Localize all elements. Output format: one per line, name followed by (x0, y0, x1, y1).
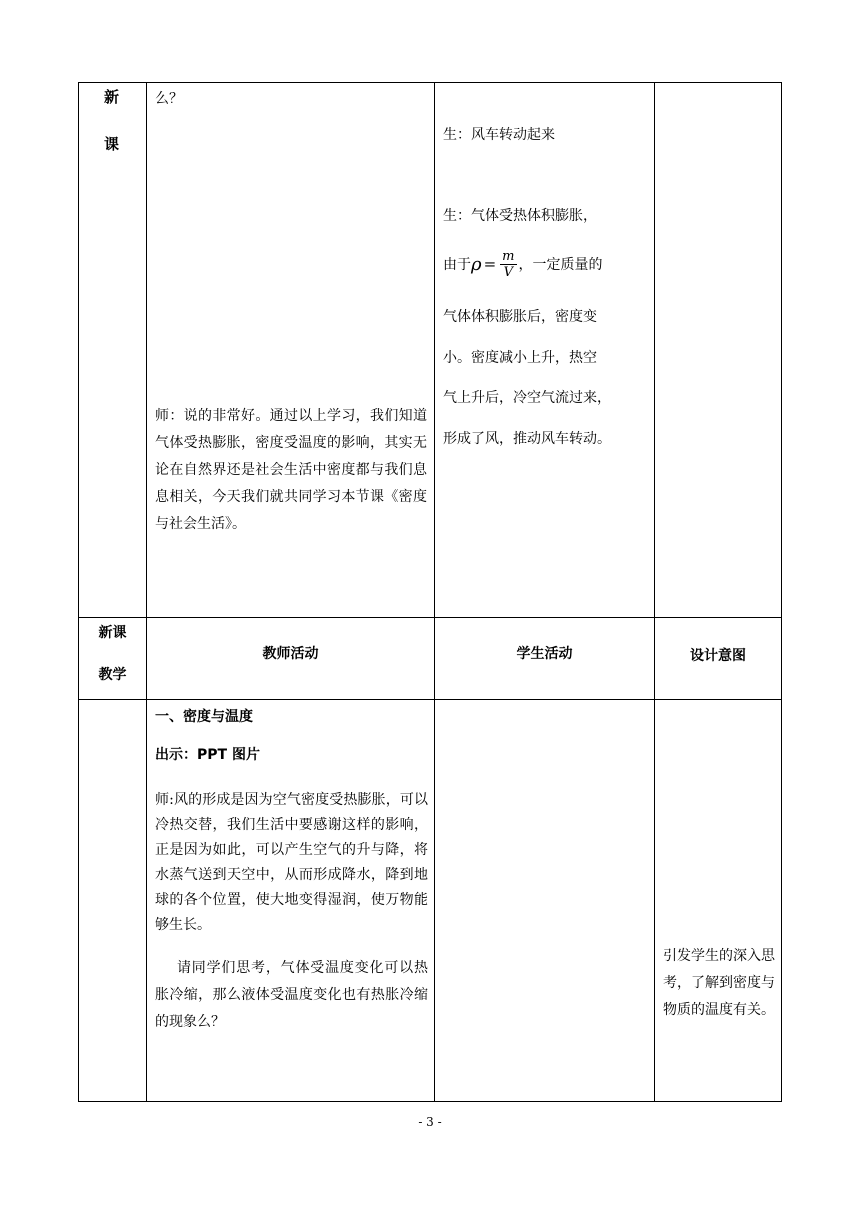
table-border-left (78, 82, 79, 1102)
show-ppt-label: 出示：PPT 图片 (155, 747, 260, 763)
student-formula-line (443, 244, 649, 284)
table-border-bottom (78, 1101, 782, 1102)
header-teacher-activity: 教师活动 (262, 646, 319, 662)
formula-rho: ρ (471, 253, 482, 275)
student-response-5: 小。密度减小上升，热空 (443, 350, 597, 366)
formula-fraction (500, 249, 516, 280)
design-intent-text: 引发学生的深入思考，了解到密度与物质的温度有关。 (663, 948, 775, 1018)
table-border-top (78, 82, 782, 83)
table-col-divider-1 (146, 82, 147, 1102)
section-label-char-1: 新 (104, 88, 120, 106)
section-heading: 一、密度与温度 (155, 709, 253, 725)
student-response-4: 气体体积膨胀后，密度变 (443, 309, 597, 325)
header-student-activity: 学生活动 (516, 646, 573, 662)
teacher-summary-text: 师：说的非常好。通过以上学习，我们知道气体受热膨胀，密度受温度的影响，其实无论在自然界还是社会生活中密度都与我们息息相关，今天我们就共同学习本节课《密度与社会生活》。 (155, 408, 427, 532)
section-label-char-2: 课 (104, 135, 120, 153)
teacher-continuation-text: 么？ (155, 91, 183, 107)
student-response-1: 生：风车转动起来 (443, 127, 555, 143)
table-rule-header-bottom (78, 699, 782, 700)
table-border-right (781, 82, 782, 1102)
formula-suffix: ，一定质量的 (518, 257, 603, 273)
teacher-question-text: 请同学们思考，气体受温度变化可以热胀冷缩，那么液体受温度变化也有热胀冷缩的现象么？ (155, 960, 428, 1030)
student-response-7: 形成了风，推动风车转动。 (443, 431, 611, 447)
table-col-divider-3 (654, 82, 655, 1102)
formula-prefix: 由于 (443, 257, 471, 273)
table-rule-header-top (78, 617, 782, 618)
student-response-6: 气上升后，冷空气流过来， (443, 390, 611, 406)
header-design-intent: 设计意图 (690, 648, 746, 664)
formula-numerator: m (502, 248, 515, 264)
table-col-divider-2 (434, 82, 435, 1102)
density-formula (471, 249, 519, 280)
formula-denominator: V (503, 264, 514, 280)
header-label-line-1: 新课 (98, 625, 127, 641)
header-label-line-2: 教学 (98, 667, 127, 683)
teacher-explanation-text: 师:风的形成是因为空气密度受热膨胀，可以冷热交替，我们生活中要感谢这样的影响，正是因为如此，可以产生空气的升与降，将水蒸气送到天空中，从而形成降水，降到地球的各个位置，使大地变得湿润，使万物能够生长。 (155, 792, 428, 933)
student-response-2: 生：气体受热体积膨胀， (443, 208, 597, 224)
formula-equals: = (483, 255, 497, 273)
page-number: - 3 - (418, 1115, 442, 1129)
